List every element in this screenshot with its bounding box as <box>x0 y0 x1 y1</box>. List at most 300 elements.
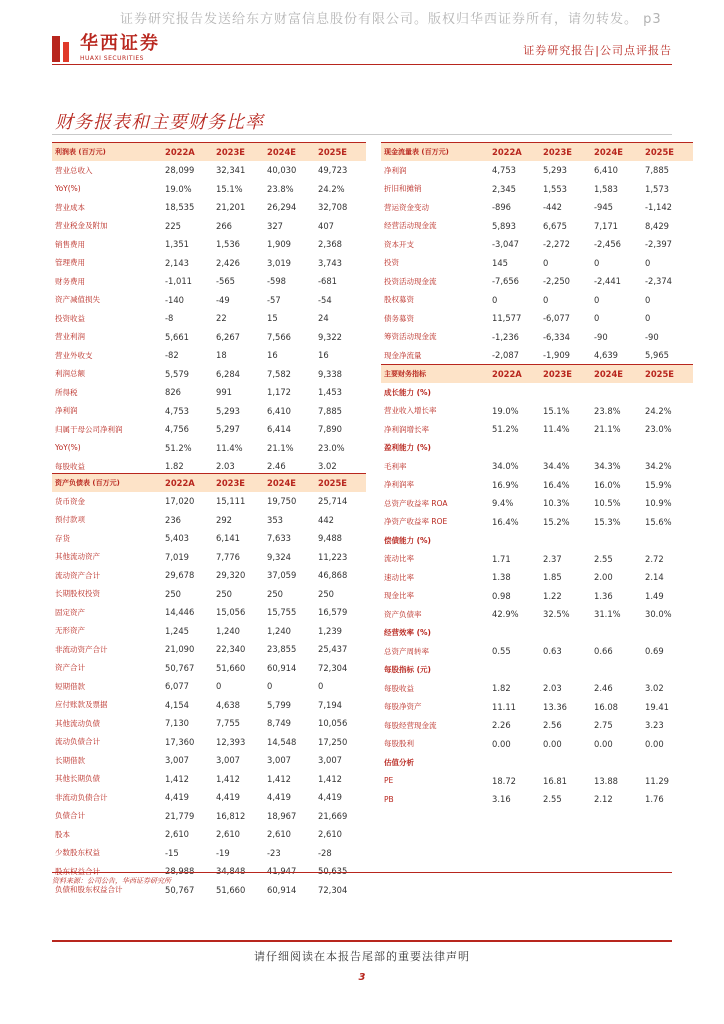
row-value: 5,965 <box>645 350 669 360</box>
table-row <box>52 677 366 696</box>
row-value: 21,669 <box>318 810 348 821</box>
table-row <box>381 272 693 291</box>
row-value: -442 <box>543 202 563 213</box>
row-label: 财务费用 <box>55 276 85 286</box>
row-value: 442 <box>318 514 334 525</box>
subsection-row <box>381 624 693 643</box>
row-label: 资产负债率 <box>384 609 422 619</box>
row-value: 21,201 <box>216 202 246 213</box>
footer-divider <box>52 940 672 942</box>
row-value: 5,799 <box>267 699 291 710</box>
row-value: 2.37 <box>543 553 562 564</box>
row-label: 毛利率 <box>384 461 407 471</box>
row-value: 24.2% <box>318 183 345 194</box>
row-value: 19.41 <box>645 701 669 712</box>
cashflow-and-indicators-table <box>381 142 693 809</box>
row-value: 23.8% <box>267 183 294 194</box>
row-label: PB <box>384 794 394 804</box>
table-header-year: 2022A <box>162 143 213 162</box>
subsection-label: 每股指标 (元) <box>384 665 431 675</box>
row-value: -28 <box>318 847 332 858</box>
row-value: 1.82 <box>165 461 184 472</box>
row-value: 19.0% <box>492 405 519 416</box>
row-value: 7,566 <box>267 331 291 342</box>
balance-header-row <box>52 474 366 493</box>
subsection-label: 盈利能力 (%) <box>384 443 431 453</box>
row-value: 2,610 <box>165 829 189 840</box>
row-value: 1.38 <box>492 572 511 583</box>
row-value: -2,441 <box>594 276 621 287</box>
table-header-year: 2023E <box>213 143 264 162</box>
row-value: 9,338 <box>318 368 342 379</box>
row-value: 17,250 <box>318 736 348 747</box>
row-value: -140 <box>165 294 185 305</box>
table-header-year: 2025E <box>642 365 693 384</box>
row-value: -7,656 <box>492 276 519 287</box>
row-value: -1,236 <box>492 331 519 342</box>
row-value: 2,610 <box>267 829 291 840</box>
table-header-year: 2025E <box>642 143 693 162</box>
row-value: 7,019 <box>165 551 189 562</box>
row-value: 2.00 <box>594 572 613 583</box>
row-value: 1,240 <box>216 625 240 636</box>
row-value: 29,678 <box>165 570 195 581</box>
table-header-year: 2022A <box>162 474 213 493</box>
table-header-year: 2025E <box>315 143 366 162</box>
row-label: 营运资金变动 <box>384 202 429 212</box>
income-header-row <box>52 143 366 162</box>
row-value: 7,633 <box>267 533 291 544</box>
logo-en-text: HUAXI SECURITIES <box>80 55 144 62</box>
row-value: 32,708 <box>318 202 348 213</box>
row-value: -49 <box>216 294 230 305</box>
row-value: 0 <box>267 681 273 692</box>
row-value: 16 <box>318 350 329 361</box>
row-label: 无形资产 <box>55 626 85 636</box>
subsection-row <box>381 753 693 772</box>
row-value: 17,020 <box>165 496 195 507</box>
table-header-year: 2024E <box>591 365 642 384</box>
row-value: 7,776 <box>216 551 240 562</box>
table-row <box>52 844 366 863</box>
row-value: 18,535 <box>165 202 195 213</box>
row-value: 21.1% <box>267 442 294 453</box>
table-row <box>52 180 366 199</box>
watermark-text: 证券研究报告发送给东方财富信息股份有限公司。版权归华西证券所有，请勿转发。 p3 <box>120 12 662 27</box>
row-label: 所得税 <box>55 387 78 397</box>
row-value: 18,967 <box>267 810 297 821</box>
row-value: 15.2% <box>543 516 570 527</box>
row-value: 19,750 <box>267 496 297 507</box>
table-row <box>52 346 366 365</box>
table-row <box>52 198 366 217</box>
row-value: 1.22 <box>543 590 562 601</box>
row-value: -945 <box>594 202 614 213</box>
row-value: 51,660 <box>216 662 246 673</box>
row-value: 11.11 <box>492 701 516 712</box>
row-value: 23.8% <box>594 405 621 416</box>
row-label: 固定资产 <box>55 607 85 617</box>
table-row <box>52 492 366 511</box>
row-value: 1,351 <box>165 239 189 250</box>
row-value: 6,410 <box>594 165 618 176</box>
row-value: 16 <box>267 350 278 361</box>
row-value: 25,437 <box>318 644 348 655</box>
row-label: 其他流动负债 <box>55 718 100 728</box>
row-label: 投资 <box>384 258 399 268</box>
row-value: 12,393 <box>216 736 246 747</box>
source-divider <box>52 872 672 873</box>
row-value: 16.9% <box>492 479 519 490</box>
row-value: 16.4% <box>543 479 570 490</box>
row-value: -1,909 <box>543 350 570 360</box>
row-label: 现金净流量 <box>384 350 422 360</box>
table-row <box>381 291 693 310</box>
row-label: 销售费用 <box>55 239 85 249</box>
row-value: 14,446 <box>165 607 195 618</box>
row-value: 3.02 <box>645 683 664 694</box>
row-label: 每股收益 <box>55 461 85 471</box>
row-label: 营业税金及附加 <box>55 221 108 231</box>
row-value: 3,019 <box>267 257 291 268</box>
indicators-header-row <box>381 365 693 384</box>
table-row <box>381 513 693 532</box>
table-row <box>52 548 366 567</box>
table-row <box>381 402 693 421</box>
row-value: 0.55 <box>492 646 511 657</box>
table-row <box>52 788 366 807</box>
table-row <box>52 365 366 384</box>
row-value: 15.1% <box>216 183 243 194</box>
row-label: YoY(%) <box>55 443 81 453</box>
row-value: 5,297 <box>216 424 240 435</box>
row-value: 292 <box>216 514 232 525</box>
row-value: 9,324 <box>267 551 291 562</box>
row-value: 21.1% <box>594 424 621 435</box>
row-value: 353 <box>267 514 283 525</box>
subsection-label: 经营效率 (%) <box>384 628 431 638</box>
row-value: 17,360 <box>165 736 195 747</box>
row-value: 49,723 <box>318 165 348 176</box>
row-value: 32.5% <box>543 609 570 620</box>
row-value: 60,914 <box>267 662 297 673</box>
legal-notice: 请仔细阅读在本报告尾部的重要法律声明 <box>254 950 470 963</box>
row-label: PE <box>384 776 394 786</box>
row-value: 1,573 <box>645 183 669 194</box>
subsection-row <box>381 661 693 680</box>
title-divider <box>52 134 672 135</box>
table-row <box>381 587 693 606</box>
row-label: 净资产收益率 ROE <box>384 517 448 527</box>
row-value: 4,753 <box>165 405 189 416</box>
table-row <box>52 439 366 458</box>
table-row <box>52 770 366 789</box>
row-value: 2,610 <box>216 829 240 840</box>
company-logo <box>52 35 160 62</box>
row-value: 3.02 <box>318 461 337 472</box>
row-value: 4,756 <box>165 424 189 435</box>
row-label: 经营活动现金流 <box>384 221 437 231</box>
row-value: -2,087 <box>492 350 519 360</box>
row-value: -1,142 <box>645 202 672 213</box>
report-type-label: 证券研究报告|公司点评报告 <box>523 44 672 57</box>
row-value: 11.4% <box>216 442 243 453</box>
row-value: 6,267 <box>216 331 240 342</box>
row-value: 16,812 <box>216 810 246 821</box>
table-row <box>52 328 366 347</box>
table-row <box>52 235 366 254</box>
row-value: 16.81 <box>543 775 567 786</box>
row-value: 1,412 <box>318 773 342 784</box>
table-row <box>52 585 366 604</box>
row-label: 其他流动资产 <box>55 552 100 562</box>
subsection-row <box>381 383 693 402</box>
row-value: 1,909 <box>267 239 291 250</box>
row-value: 4,419 <box>165 792 189 803</box>
row-value: 15.3% <box>594 516 621 527</box>
row-value: 15,755 <box>267 607 297 618</box>
row-value: 1,453 <box>318 387 342 398</box>
row-value: 2.26 <box>492 720 511 731</box>
table-header-year: 2023E <box>540 365 591 384</box>
row-value: 4,419 <box>318 792 342 803</box>
row-value: 3,007 <box>318 755 342 766</box>
balance-sheet-table <box>52 473 366 899</box>
row-value: -15 <box>165 847 179 858</box>
row-value: 2,610 <box>318 829 342 840</box>
row-value: 2.72 <box>645 553 664 564</box>
row-value: 6,410 <box>267 405 291 416</box>
table-row <box>381 235 693 254</box>
row-value: -3,047 <box>492 239 519 250</box>
subsection-label: 偿债能力 (%) <box>384 535 431 545</box>
row-value: -19 <box>216 847 230 858</box>
row-label: 投资活动现金流 <box>384 276 437 286</box>
table-row <box>52 640 366 659</box>
row-value: 26,294 <box>267 202 297 213</box>
row-value: 3,007 <box>165 755 189 766</box>
row-value: 145 <box>492 257 508 268</box>
row-value: 40,030 <box>267 165 297 176</box>
row-value: 5,893 <box>492 220 516 231</box>
table-row <box>381 217 693 236</box>
table-row <box>52 217 366 236</box>
row-value: 24.2% <box>645 405 672 416</box>
row-value: 1.85 <box>543 572 562 583</box>
table-row <box>381 568 693 587</box>
table-row <box>381 716 693 735</box>
row-value: 5,403 <box>165 533 189 544</box>
row-value: 15,056 <box>216 607 246 618</box>
row-value: 9,322 <box>318 331 342 342</box>
row-value: 0 <box>216 681 222 692</box>
table-row <box>52 511 366 530</box>
row-label: 净利润 <box>384 165 407 175</box>
row-value: 16.4% <box>492 516 519 527</box>
row-value: 2.55 <box>543 794 562 805</box>
row-value: 16.08 <box>594 701 618 712</box>
row-value: 2,368 <box>318 239 342 250</box>
row-value: 8,749 <box>267 718 291 729</box>
income-statement-table <box>52 142 366 476</box>
row-value: 0 <box>543 294 549 305</box>
row-value: 34.3% <box>594 461 621 472</box>
row-value: 1,245 <box>165 625 189 636</box>
row-label: 营业收入增长率 <box>384 406 437 416</box>
row-value: 3,007 <box>216 755 240 766</box>
row-value: 1,412 <box>216 773 240 784</box>
table-header-year: 2024E <box>264 474 315 493</box>
row-label: 筹资活动现金流 <box>384 332 437 342</box>
row-value: 0.69 <box>645 646 664 657</box>
row-value: 2.12 <box>594 794 613 805</box>
row-value: -2,397 <box>645 239 672 250</box>
row-value: -90 <box>645 331 659 342</box>
row-label: 流动负债合计 <box>55 737 100 747</box>
section-title: 财务报表和主要财务比率 <box>55 112 264 133</box>
row-value: 60,914 <box>267 884 297 895</box>
row-value: -598 <box>267 276 287 287</box>
row-label: 投资收益 <box>55 313 85 323</box>
row-value: 4,639 <box>594 350 618 360</box>
row-value: 31.1% <box>594 609 621 620</box>
row-label: 股本 <box>55 829 70 839</box>
table-header-year: 2022A <box>489 143 540 162</box>
table-header-year: 2024E <box>264 143 315 162</box>
row-value: 1,240 <box>267 625 291 636</box>
row-value: 1.76 <box>645 794 664 805</box>
row-label: 营业利润 <box>55 332 85 342</box>
row-label: 预付款项 <box>55 515 85 525</box>
table-row <box>52 529 366 548</box>
row-value: 7,582 <box>267 368 291 379</box>
row-value: 1.36 <box>594 590 613 601</box>
cashflow-header-row <box>381 143 693 162</box>
row-value: 0 <box>492 294 498 305</box>
table-row <box>381 735 693 754</box>
table-row <box>52 402 366 421</box>
table-row <box>381 679 693 698</box>
row-value: 50,767 <box>165 662 195 673</box>
row-value: -90 <box>594 331 608 342</box>
row-value: 826 <box>165 387 181 398</box>
row-label: 债务募资 <box>384 313 414 323</box>
row-value: 6,414 <box>267 424 291 435</box>
table-row <box>52 603 366 622</box>
row-value: 18 <box>216 350 227 361</box>
row-label: 净利润 <box>55 406 78 416</box>
table-row <box>381 346 693 365</box>
table-row <box>52 807 366 826</box>
row-value: 0 <box>318 681 324 692</box>
row-value: 7,194 <box>318 699 342 710</box>
row-value: 266 <box>216 220 232 231</box>
row-value: 250 <box>165 588 181 599</box>
table-row <box>52 291 366 310</box>
row-value: 13.36 <box>543 701 567 712</box>
table-header-year: 2025E <box>315 474 366 493</box>
table-row <box>52 622 366 641</box>
row-label: 资产减值损失 <box>55 295 100 305</box>
row-value: 10.5% <box>594 498 621 509</box>
row-value: 6,141 <box>216 533 240 544</box>
row-label: 非流动资产合计 <box>55 644 108 654</box>
row-value: -6,334 <box>543 331 570 342</box>
row-value: -23 <box>267 847 281 858</box>
row-value: -1,011 <box>165 276 192 287</box>
row-value: 15.9% <box>645 479 672 490</box>
row-value: 51,660 <box>216 884 246 895</box>
table-row <box>52 566 366 585</box>
row-value: 2.03 <box>543 683 562 694</box>
row-value: 0.98 <box>492 590 511 601</box>
row-value: 8,429 <box>645 220 669 231</box>
row-value: 30.0% <box>645 609 672 620</box>
logo-mark-icon <box>52 36 74 62</box>
row-value: -2,456 <box>594 239 621 250</box>
row-value: 0 <box>594 257 600 268</box>
row-value: 25,714 <box>318 496 348 507</box>
row-value: 0 <box>645 313 651 324</box>
page-number: 3 <box>358 972 366 983</box>
row-label: 其他长期负债 <box>55 774 100 784</box>
row-value: 15.1% <box>543 405 570 416</box>
row-value: 28,099 <box>165 165 195 176</box>
row-value: 11.29 <box>645 775 669 786</box>
table-header-title: 资产负债表 (百万元) <box>52 474 162 493</box>
table-row <box>381 605 693 624</box>
table-row <box>52 383 366 402</box>
row-label: YoY(%) <box>55 184 81 194</box>
table-row <box>52 254 366 273</box>
row-label: 存货 <box>55 533 70 543</box>
row-value: 50,767 <box>165 884 195 895</box>
row-label: 流动资产合计 <box>55 570 100 580</box>
row-value: 10.3% <box>543 498 570 509</box>
row-value: -54 <box>318 294 332 305</box>
row-value: 32,341 <box>216 165 246 176</box>
row-value: 250 <box>216 588 232 599</box>
row-label: 每股股利 <box>384 739 414 749</box>
row-value: -896 <box>492 202 512 213</box>
table-header-title: 利润表 (百万元) <box>52 143 162 162</box>
table-row <box>381 161 693 180</box>
row-value: 250 <box>318 588 334 599</box>
table-header-year: 2024E <box>591 143 642 162</box>
row-value: 46,868 <box>318 570 348 581</box>
row-label: 非流动负债合计 <box>55 792 108 802</box>
row-label: 负债合计 <box>55 811 85 821</box>
row-value: 5,661 <box>165 331 189 342</box>
row-value: 72,304 <box>318 884 348 895</box>
row-value: 0 <box>594 313 600 324</box>
subsection-row <box>381 531 693 550</box>
row-value: 1.82 <box>492 683 511 694</box>
row-value: 0.00 <box>645 738 664 749</box>
row-value: -2,272 <box>543 239 570 250</box>
row-value: 14,548 <box>267 736 297 747</box>
row-value: 21,090 <box>165 644 195 655</box>
table-row <box>52 751 366 770</box>
row-label: 资本开支 <box>384 239 414 249</box>
row-value: 1,412 <box>267 773 291 784</box>
row-value: 72,304 <box>318 662 348 673</box>
table-row <box>52 696 366 715</box>
row-value: 18.72 <box>492 775 516 786</box>
table-row <box>381 254 693 273</box>
row-label: 股权募资 <box>384 295 414 305</box>
row-value: 2.75 <box>594 720 613 731</box>
